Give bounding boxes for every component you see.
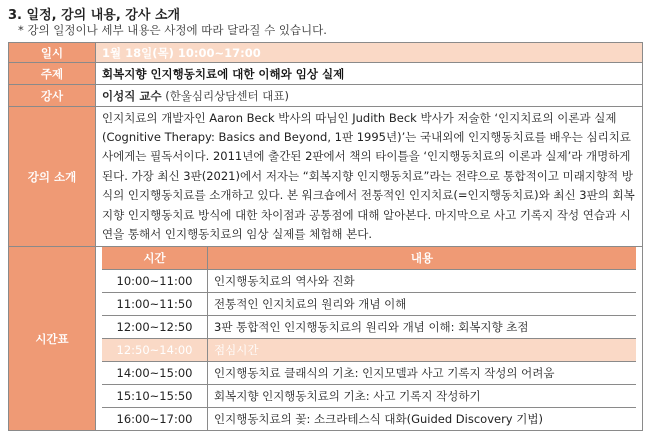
timetable-item <box>102 270 636 293</box>
timetable-label: 시간표 <box>9 247 96 431</box>
timetable-item <box>102 316 636 339</box>
intro-label: 강의 소개 <box>9 107 96 247</box>
timetable <box>102 247 636 430</box>
schedule-label: 일시 <box>9 43 96 63</box>
instructor-name: 이성직 교수 <box>102 88 162 103</box>
item-time: 12:50~14:00 <box>102 339 208 362</box>
timetable-cell <box>96 247 643 431</box>
timetable-item <box>102 362 636 385</box>
item-content: 회복지향 인지행동치료의 기초: 사고 기록지 작성하기 <box>208 385 637 408</box>
topic-value: 회복지향 인지행동치료에 대한 이해와 임상 실제 <box>96 63 643 85</box>
course-info-table <box>8 42 643 431</box>
item-time: 11:00~11:50 <box>102 293 208 316</box>
item-content: 전통적인 인지치료의 원리와 개념 이해 <box>208 293 637 316</box>
instructor-affiliation: (한울심리상담센터 대표) <box>165 88 289 103</box>
topic-label: 주제 <box>9 63 96 85</box>
timetable-header <box>102 247 636 270</box>
timetable-item <box>102 385 636 408</box>
item-content: 점심시간 <box>208 339 637 362</box>
timetable-item-lunch <box>102 339 636 362</box>
timetable-item <box>102 408 636 431</box>
instructor-value <box>96 85 643 107</box>
item-content: 3판 통합적인 인지행동치료의 원리와 개념 이해: 회복지향 초점 <box>208 316 637 339</box>
timetable-header-content: 내용 <box>208 247 637 270</box>
item-content: 인지행동치료의 역사와 진화 <box>208 270 637 293</box>
schedule-note: * 강의 일정이나 세부 내용은 사정에 따라 달라질 수 있습니다. <box>18 23 327 37</box>
timetable-header-time: 시간 <box>102 247 208 270</box>
item-time: 14:00~15:00 <box>102 362 208 385</box>
item-content: 인지행동치료의 꽃: 소크라테스식 대화(Guided Discovery 기법) <box>214 412 543 426</box>
intro-row <box>9 107 643 247</box>
item-time: 10:00~11:00 <box>102 270 208 293</box>
section-title: 3. 일정, 강의 내용, 강사 소개 <box>8 8 181 23</box>
item-time: 16:00~17:00 <box>102 408 208 431</box>
schedule-value: 1월 18일(목) 10:00~17:00 <box>96 43 643 63</box>
item-time: 15:10~15:50 <box>102 385 208 408</box>
instructor-row <box>9 85 643 107</box>
item-content: 인지행동치료 클래식의 기초: 인지모델과 사고 기록지 작성의 어려움 <box>208 362 637 385</box>
intro-text: 인지치료의 개발자인 Aaron Beck 박사의 따님인 Judith Beck 박사가 저술한 ‘인지치료의 이론과 실제 (Cognitive Therapy: Basics and Beyond, 1판 1995년)’는 국내외에 인지행동치료를 배우는 심리치료사에게는 필독서이다. 2011년에 출간된 2판에서 책의 타이틀을 ‘인지행동치료의 이론과 실제’라 개명하게 된다. 가장 최신 3판(2021)에서 저자는 “회복지향 인지행동치료”라는 전략으로 통합적이고 미래지향적 방식의 인지행동치료를 소개하고 있다. 본 워크숍에서 전통적인 인지치료(=인지행동치료)와 최신 3판의 회복지향 인지행동치료 방식에 대한 차이점과 공통점에 대해 알아본다. 마지막으로 사고 기록지 작성 연습과 시연을 통해서 인지행동치료의 임상 실제를 체험해 본다. <box>96 107 643 247</box>
timetable-row <box>9 247 643 431</box>
instructor-label: 강사 <box>9 85 96 107</box>
topic-row <box>9 63 643 85</box>
item-time: 12:00~12:50 <box>102 316 208 339</box>
timetable-item <box>102 293 636 316</box>
schedule-row <box>9 43 643 63</box>
